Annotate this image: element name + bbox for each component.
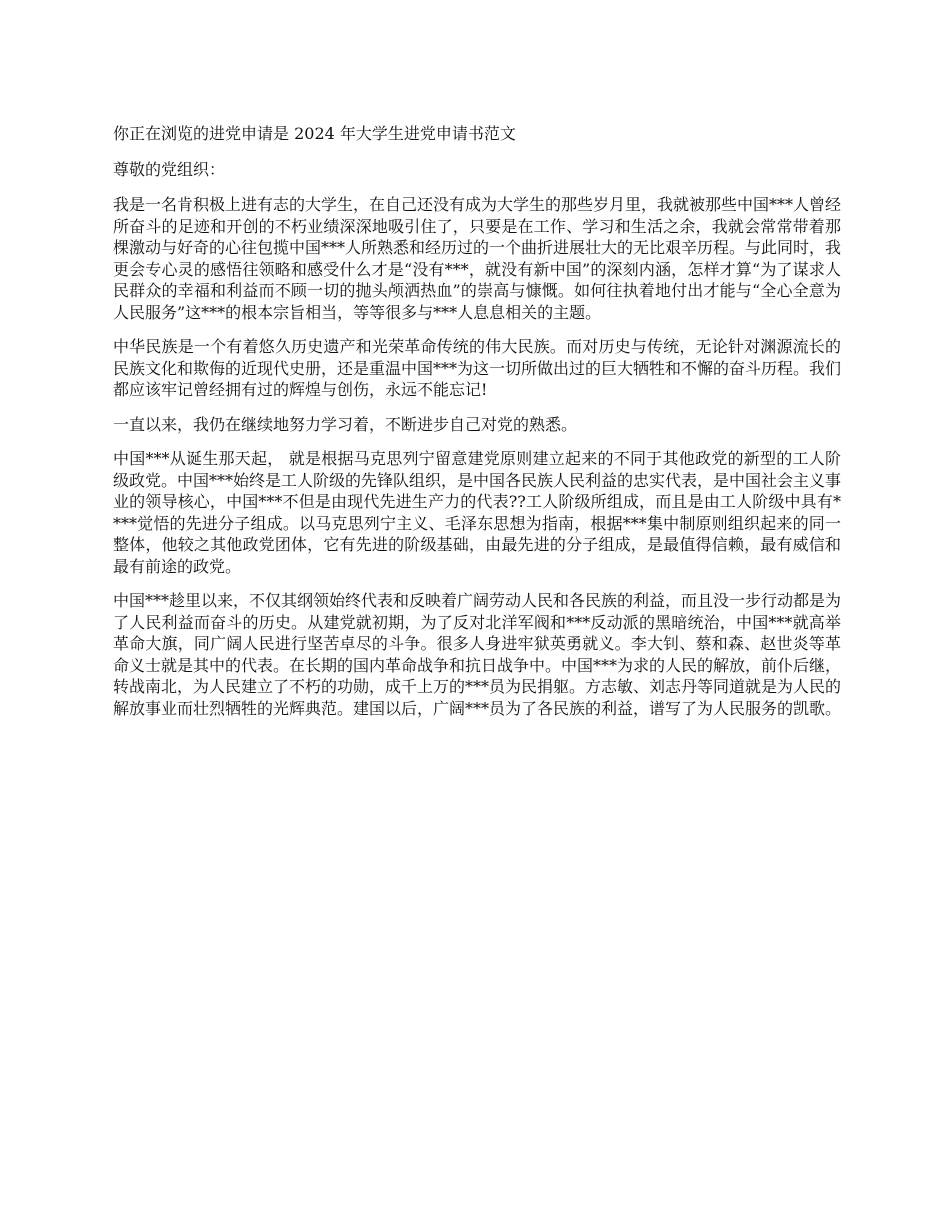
document-title: 你正在浏览的进党申请是 2024 年大学生进党申请书范文	[113, 124, 516, 143]
salutation: 尊敬的党组织：	[113, 159, 226, 179]
body-paragraph-5: 中国***趁里以来，不仅其纲领始终代表和反映着广阔劳动人民和各民族的利益，而且没一步行动都是为了人民利益而奋斗的历史。从建党就初期，为了反对北洋军阀和***反动派的黑暗统治，中国***就高举革命大旗，同广阔人民进行坚苦卓尽的斗争。很多人身进牢狱英勇就义。李大钊、蔡和森、赵世炎等革命义士就是其中的代表。在长期的国内革命战争和抗日战争中。中国***为求的人民的解放，前仆后继，转战南北，为人民建立了不朽的功勋，成千上万的***员为民捐躯。方志敏、刘志丹等同道就是为人民的解放事业而壮烈牺牲的光辉典范。建国以后，广阔***员为了各民族的利益，谱写了为人民服务的凯歌。	[113, 591, 842, 718]
body-paragraph-2: 中华民族是一个有着悠久历史遗产和光荣革命传统的伟大民族。而对历史与传统，无论针对渊源流长的民族文化和欺侮的近现代史册，还是重温中国***为这一切所做出过的巨大牺牲和不懈的奋斗历程。我们都应该牢记曾经拥有过的辉煌与创伤，永远不能忘记!	[113, 337, 842, 399]
body-paragraph-4: 中国***从诞生那天起， 就是根据马克思列宁留意建党原则建立起来的不同于其他政党的新型的工人阶级政党。中国***始终是工人阶级的先锋队组织，是中国各民族人民利益的忠实代表，是中国社会主义事业的领导核心，中国***不但是由现代先进生产力的代表??工人阶级所组成，而且是由工人阶级中具有****觉悟的先进分子组成。以马克思列宁主义、毛泽东思想为指南，根据***集中制原则组织起来的同一整体，他较之其他政党团体，它有先进的阶级基础，由最先进的分子组成，是最值得信赖，最有威信和最有前途的政党。	[113, 449, 842, 576]
body-paragraph-1: 我是一名肯积极上进有志的大学生，在自己还没有成为大学生的那些岁月里，我就被那些中国***人曾经所奋斗的足迹和开创的不朽业绩深深地吸引住了，只要是在工作、学习和生活之余，我就会常常带着那棵激动与好奇的心往包揽中国***人所熟悉和经历过的一个曲折进展壮大的无比艰辛历程。与此同时，我更会专心灵的感悟往领略和感受什么才是“没有***，就没有新中国”的深刻内涵，怎样才算“为了谋求人民群众的幸福和利益而不顾一切的抛头颅洒热血”的崇高与慷慨。如何往执着地付出才能与“全心全意为人民服务”这***的根本宗旨相当，等等很多与***人息息相关的主题。	[113, 195, 842, 322]
document-page	[113, 123, 841, 732]
body-paragraph-3: 一直以来，我仍在继续地努力学习着，不断进步自己对党的熟悉。	[113, 414, 578, 434]
